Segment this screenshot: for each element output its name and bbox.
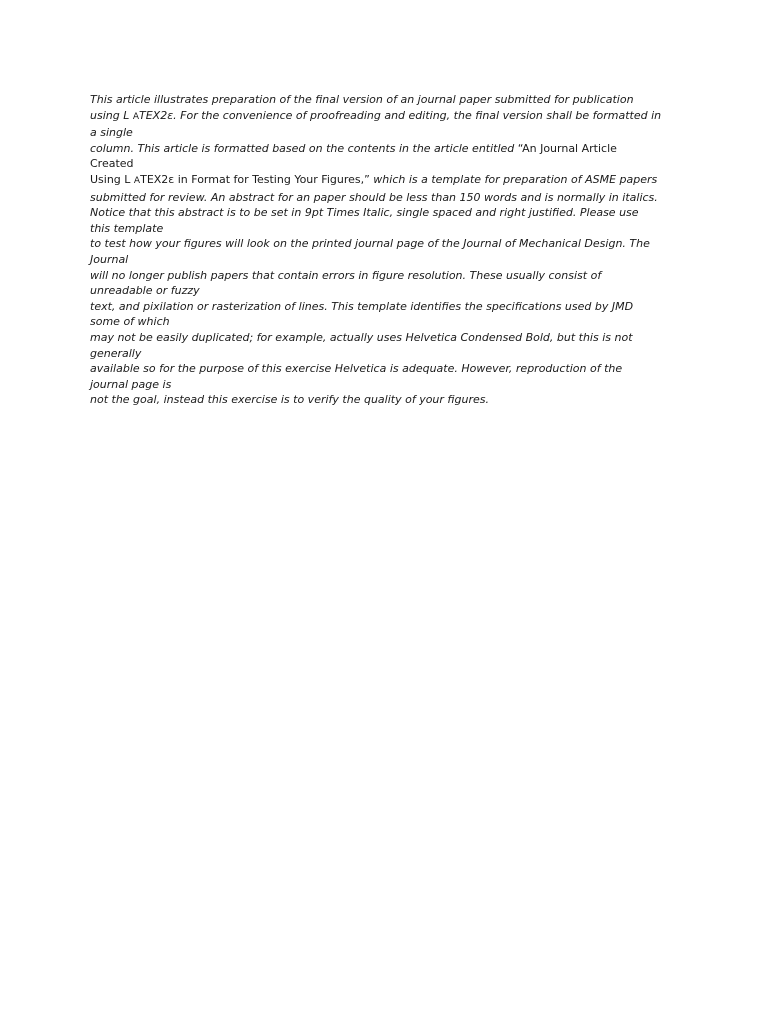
abstract-text-segment: Using L: [90, 172, 134, 186]
abstract-text-segment: may not be easily duplicated; for example, actually uses Helvetica Condensed Bold, but this is not: [90, 330, 633, 344]
abstract-line: [90, 252, 690, 268]
abstract-line: [90, 125, 690, 141]
abstract-text-segment: submitted for review. An abstract for an paper should be less than 150 words and is normally in italics.: [90, 190, 658, 204]
abstract-line: [90, 172, 690, 190]
abstract-line: [90, 108, 690, 126]
abstract-text-segment: this template: [90, 221, 164, 235]
abstract-line: [90, 268, 690, 284]
abstract-text-segment: column. This article is formatted based on the contents in the article entitled: [90, 141, 518, 155]
abstract-text-segment: which is a template for preparation of ASME papers: [369, 172, 658, 186]
abstract-text-segment: using L: [90, 108, 133, 122]
abstract-line: [90, 377, 690, 393]
abstract-text-segment: TEX2ε. For the convenience of proofreading and editing, the final version shall be formatted in: [139, 108, 662, 122]
abstract-line: [90, 236, 690, 252]
abstract-text-segment: to test how your figures will look on the printed journal page of the Journal of Mechanical Design. The: [90, 237, 650, 251]
abstract-text-segment: not the goal, instead this exercise is to verify the quality of your figures.: [90, 393, 489, 407]
abstract-text-segment: A: [133, 175, 141, 186]
abstract-text-segment: Journal: [90, 252, 129, 266]
abstract-text-segment: available so for the purpose of this exercise Helvetica is adequate. However, reproduction of the: [90, 362, 623, 376]
abstract-line: [90, 299, 690, 315]
abstract-text-segment: A: [132, 111, 140, 122]
abstract-text-segment: Created: [90, 157, 134, 171]
abstract-text-segment: some of which: [90, 315, 170, 329]
abstract-text-segment: This article illustrates preparation of the final version of an journal paper submitted for publication: [90, 93, 634, 106]
abstract-text-segment: text, and pixilation or rasterization of lines. This template identifies the specifications used by JMD: [90, 299, 634, 313]
abstract-line: [90, 361, 690, 377]
abstract-text-segment: generally: [90, 346, 142, 360]
abstract-line: [90, 141, 690, 157]
abstract-line: [90, 156, 690, 172]
abstract-text-segment: TEX2ε in Format for Testing Your Figures,”: [140, 172, 370, 186]
abstract-line: [90, 330, 690, 346]
abstract-text-segment: journal page is: [90, 377, 172, 391]
abstract-text: [90, 92, 690, 408]
abstract-line: [90, 205, 690, 221]
abstract-text-segment: will no longer publish papers that contain errors in figure resolution. These usually consist of: [90, 268, 602, 282]
abstract-text-segment: unreadable or fuzzy: [90, 284, 200, 298]
abstract-text-segment: a single: [90, 126, 133, 140]
abstract-line: [90, 314, 690, 330]
abstract-line: [90, 392, 690, 408]
abstract-line: [90, 346, 690, 362]
abstract-line: [90, 92, 690, 108]
abstract-text-segment: Notice that this abstract is to be set in 9pt Times Italic, single spaced and right justified. Please use: [90, 206, 639, 220]
abstract-line: [90, 283, 690, 299]
abstract-line: [90, 221, 690, 237]
abstract-line: [90, 190, 690, 206]
abstract-text-segment: “An Journal Article: [517, 141, 617, 155]
